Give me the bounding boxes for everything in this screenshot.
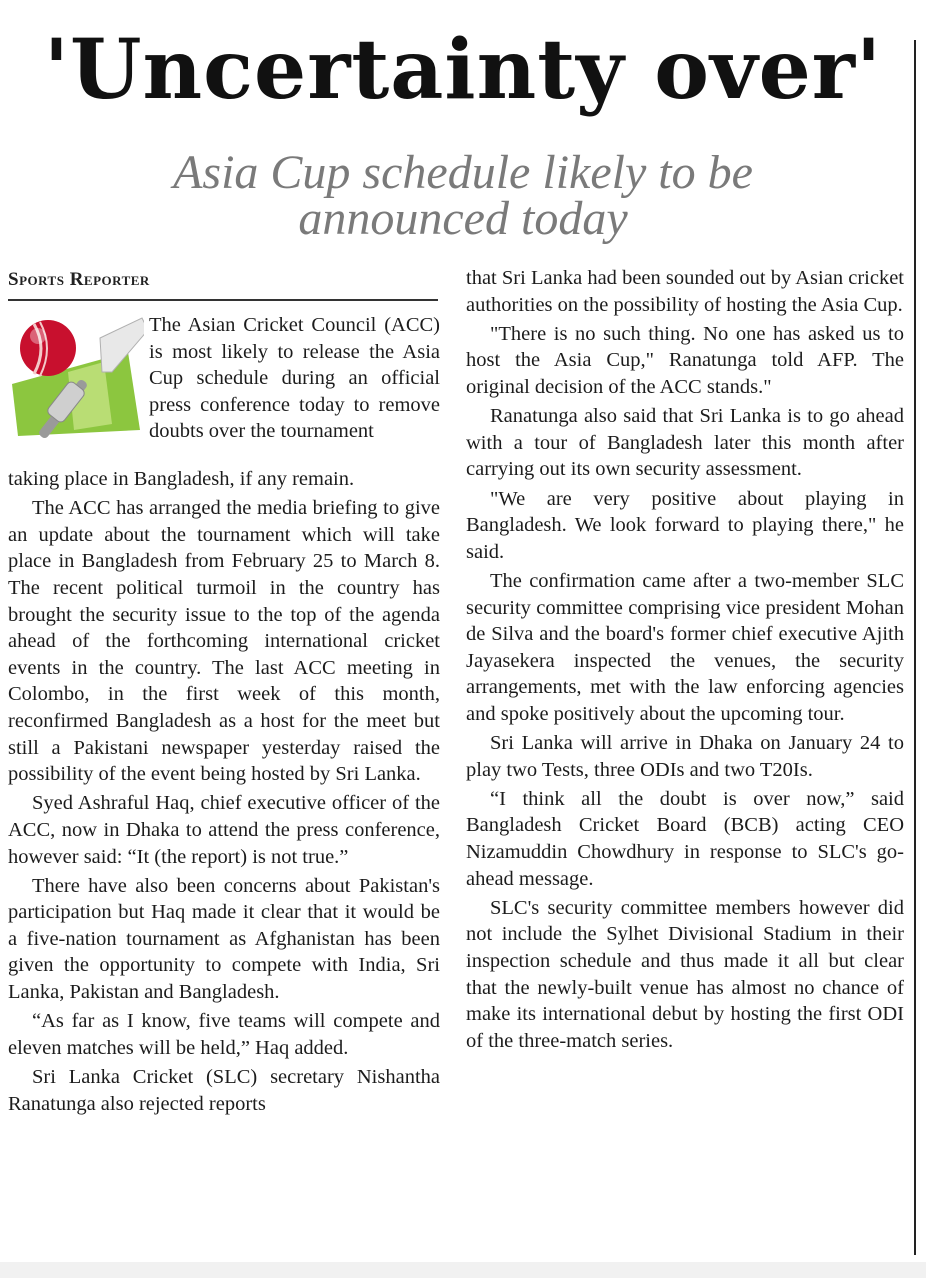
headline: 'Uncertainty over' (43, 22, 883, 118)
page-bottom-strip (0, 1262, 926, 1278)
subhead-line-2: announced today (298, 192, 628, 245)
left-column (8, 466, 440, 1117)
body-paragraph: “As far as I know, five teams will compete and eleven matches will be held,” Haq added. (8, 1010, 440, 1059)
body-paragraph: “I think all the doubt is over now,” said Bangladesh Cricket Board (BCB) acting CEO Nizamuddin Chowdhury in response to SLC's go-ahead message. (466, 787, 904, 890)
lead-continuation: taking place in Bangladesh, if any remain. (8, 468, 355, 490)
body-paragraph: SLC's security committee members however did not include the Sylhet Divisional Stadium in their inspection schedule and thus made it all but clear that the newly-built venue has almost no chance of make its international debut by hosting the first ODI of the three-match series. (466, 896, 904, 1052)
body-paragraph: Sri Lanka will arrive in Dhaka on January 24 to play two Tests, three ODIs and two T20Is. (466, 732, 904, 781)
body-paragraph: There have also been concerns about Pakistan's participation but Haq made it clear that it would be a five-nation tournament as Afghanistan has been given the opportunity to compete with India, Sri Lanka, Pakistan and Bangladesh. (8, 874, 440, 1004)
cricket-icon (8, 312, 144, 452)
lead-paragraph: The Asian Cricket Council (ACC) is most likely to release the Asia Cup schedule during an official press conference today to remove doubts over the tournament (149, 314, 440, 443)
byline-divider (8, 299, 438, 301)
body-paragraph: The ACC has arranged the media briefing to give an update about the tournament which will take place in Bangladesh from February 25 to March 8. The recent political turmoil in the country has brought the security issue to the top of the agenda ahead of the forthcoming international cricket events in the country. The last ACC meeting in Colombo, in the first week of this month, reconfirmed Bangladesh as a host for the meet but still a Pakistani newspaper yesterday raised the possibility of the event being hosted by Sri Lanka. (8, 497, 440, 786)
body-paragraph: Syed Ashraful Haq, chief executive officer of the ACC, now in Dhaka to attend the press conference, however said: “It (the report) is not true.” (8, 792, 440, 868)
body-paragraph: Ranatunga also said that Sri Lanka is to go ahead with a tour of Bangladesh later this month after carrying out its own security assessment. (466, 405, 904, 481)
right-column (466, 265, 904, 1054)
body-paragraph: "There is no such thing. No one has asked us to host the Asia Cup," Ranatunga told AFP. The original decision of the ACC stands." (466, 322, 904, 398)
body-paragraph: Sri Lanka Cricket (SLC) secretary Nishantha Ranatunga also rejected reports (8, 1066, 440, 1115)
body-paragraph: "We are very positive about playing in Bangladesh. We look forward to playing there," he said. (466, 487, 904, 563)
body-paragraph: that Sri Lanka had been sounded out by Asian cricket authorities on the possibility of hosting the Asia Cup. (466, 267, 904, 316)
subhead-line-1: Asia Cup schedule likely to be (173, 146, 753, 199)
body-paragraph: The confirmation came after a two-member SLC security committee comprising vice president Mohan de Silva and the board's former chief executive Ajith Jayasekera inspected the venues, the security arrangements, met with the law enforcing agencies and spoke positively about the upcoming tour. (466, 569, 904, 725)
ball-highlight (30, 328, 46, 344)
byline: Sports Reporter (8, 269, 150, 290)
subhead (0, 146, 926, 245)
